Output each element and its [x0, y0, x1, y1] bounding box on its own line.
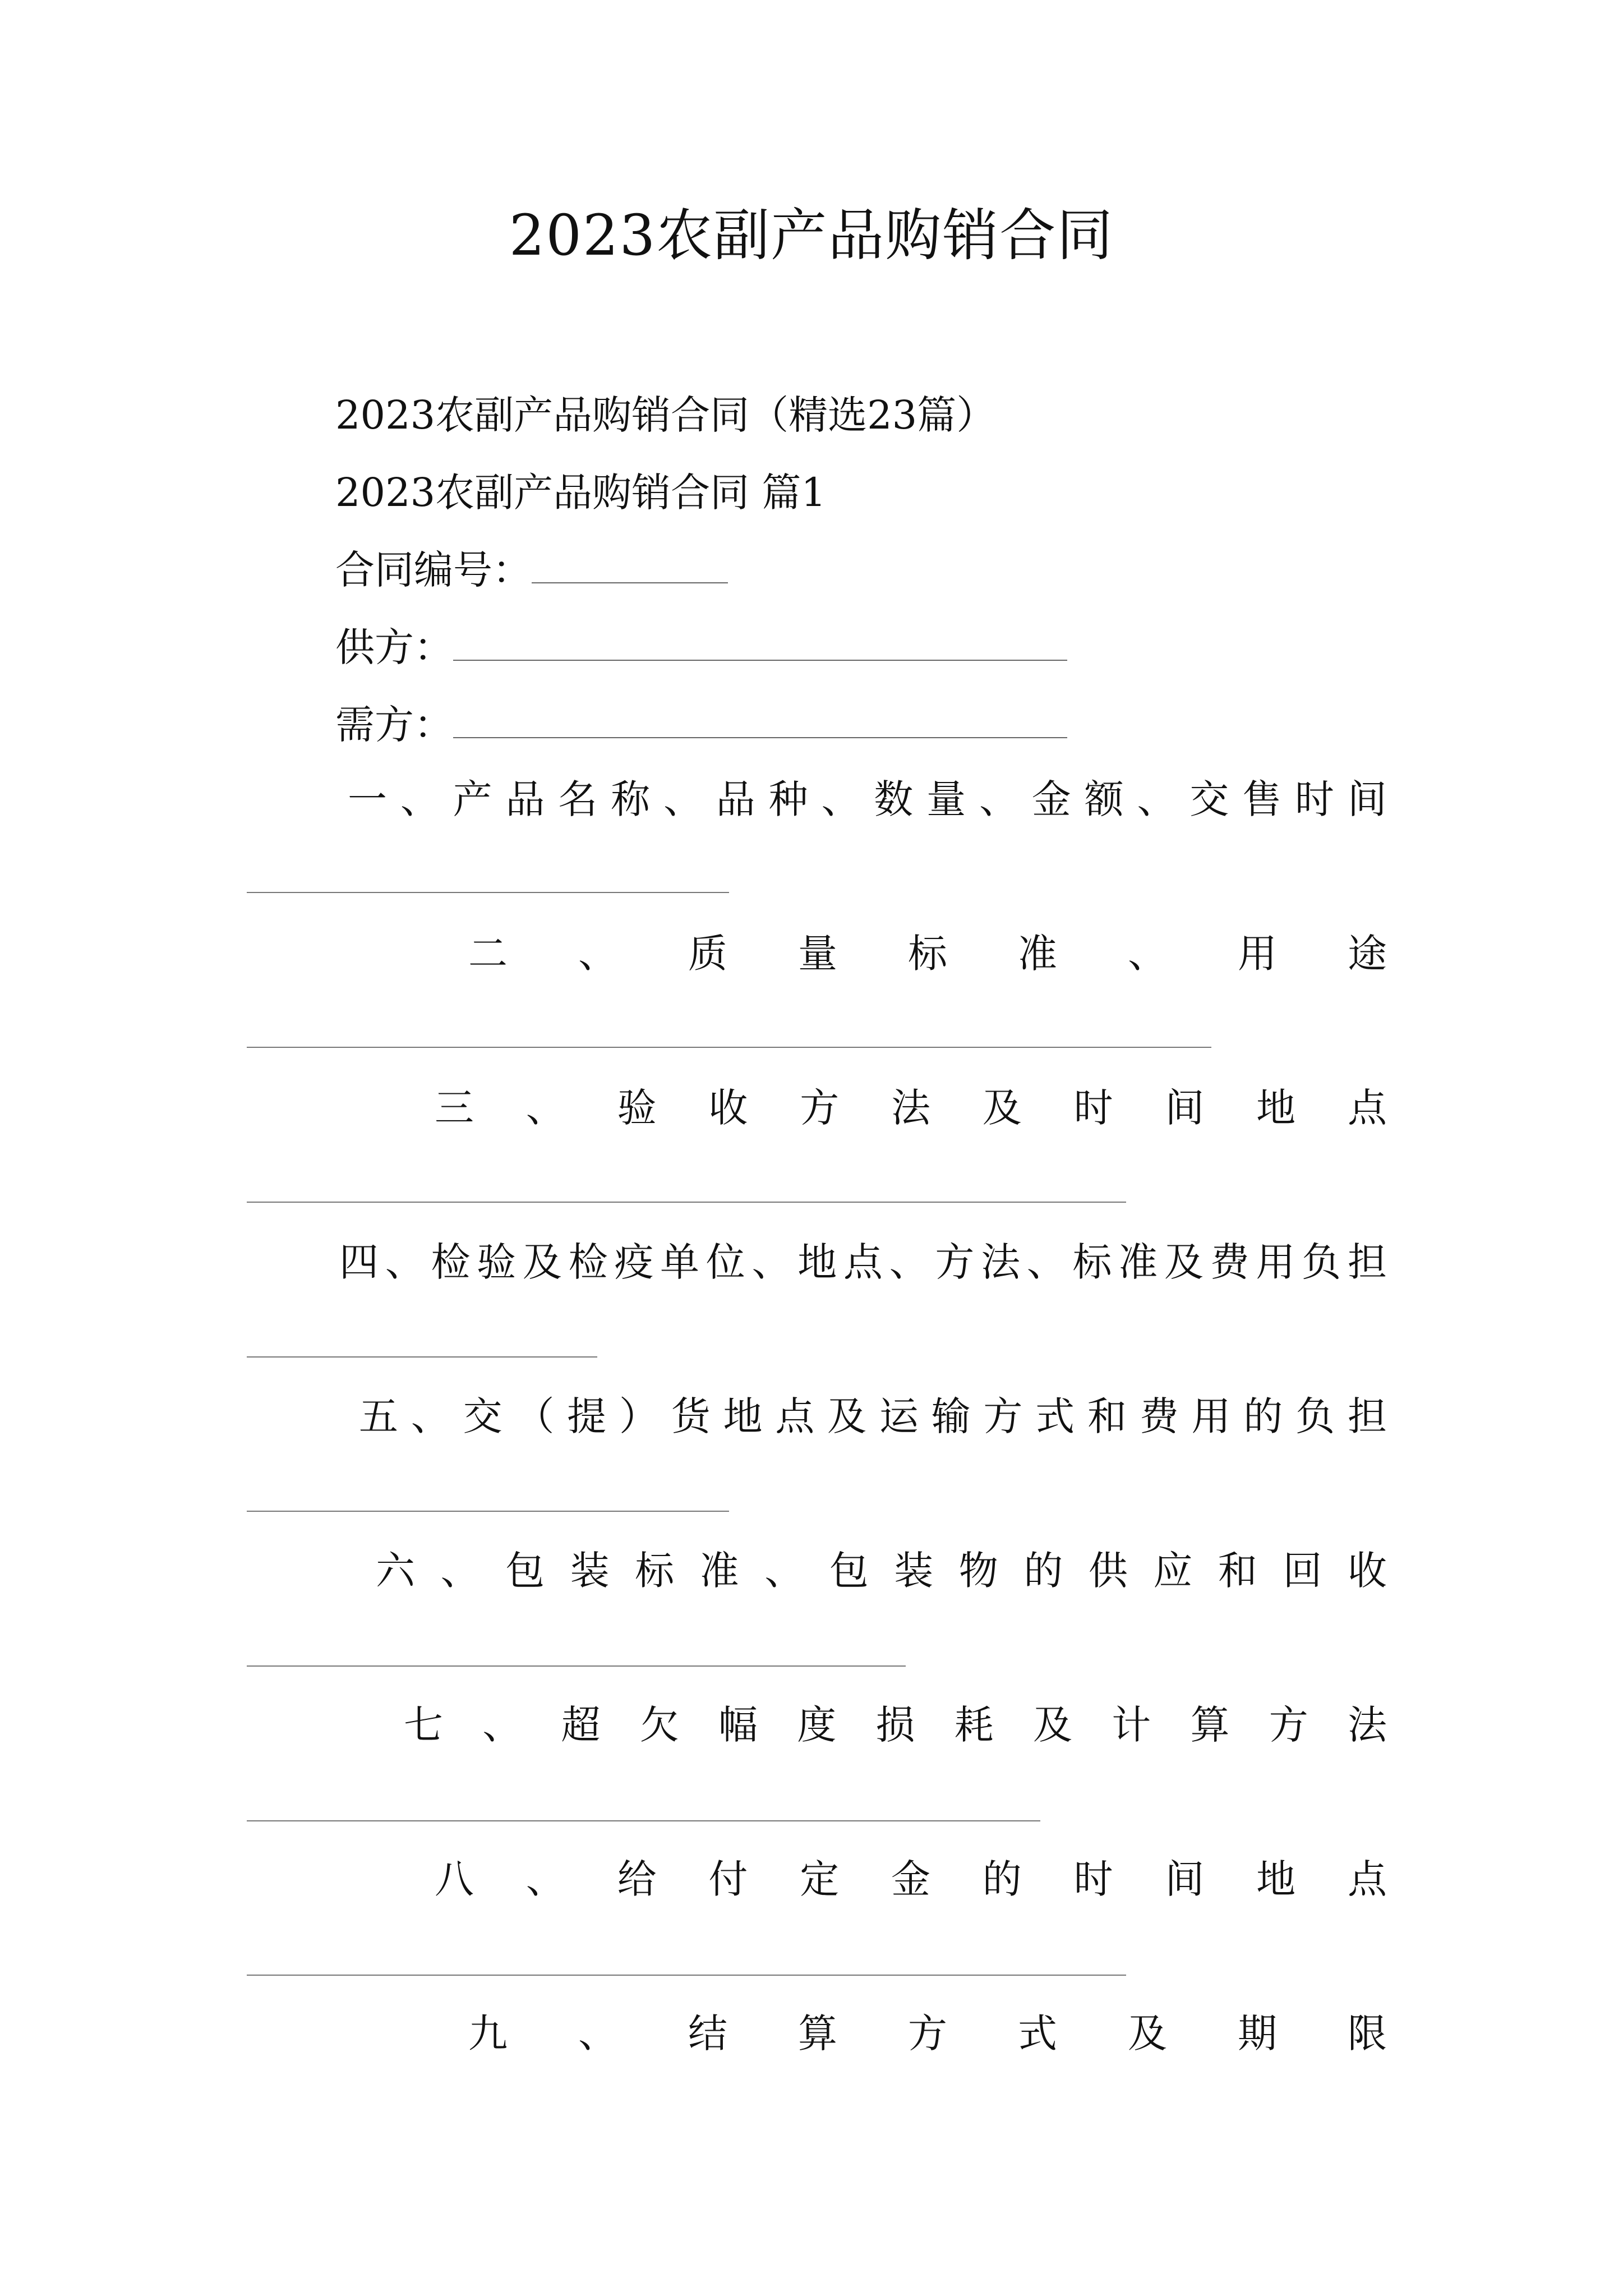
contract-number-label: 合同编号： — [335, 547, 532, 593]
supplier-label: 供方： — [335, 624, 453, 670]
clause-char: 及 — [1128, 2010, 1167, 2056]
clause-char: 给 — [617, 1856, 657, 1902]
clause-char: 地 — [723, 1393, 763, 1439]
clause-char: 检 — [431, 1239, 471, 1285]
clause-char: 点 — [843, 1239, 883, 1285]
clause-char: 品 — [505, 776, 545, 822]
clause-char: ） — [619, 1393, 658, 1439]
clause-char: 付 — [708, 1856, 748, 1902]
clause-char: 位 — [706, 1239, 745, 1285]
clause-char: 、 — [525, 1085, 565, 1131]
clause-heading — [435, 1854, 1387, 1904]
clause-char: 耗 — [954, 1702, 994, 1748]
clause-heading — [435, 1083, 1387, 1133]
clause-char: 、 — [400, 776, 440, 822]
clause-char: 欠 — [639, 1702, 679, 1748]
clause-char: 式 — [1018, 2010, 1057, 2056]
clause-heading — [468, 928, 1387, 979]
clause-char: 时 — [1073, 1085, 1113, 1131]
clause-char: 、 — [440, 1548, 480, 1594]
clause-char: 、 — [1137, 776, 1177, 822]
clause-char: 量 — [798, 931, 837, 977]
clause-char: 法 — [1348, 1702, 1387, 1748]
clause-blank-line — [247, 1975, 1126, 1976]
clause-char: 七 — [404, 1702, 443, 1748]
clause-char: 运 — [879, 1393, 919, 1439]
clause-char: 验 — [617, 1085, 657, 1131]
clause-char: 及 — [1164, 1239, 1204, 1285]
clause-char: 货 — [671, 1393, 711, 1439]
clause-blank-line — [247, 1047, 1211, 1048]
clause-char: 收 — [1347, 1548, 1387, 1594]
clause-char: 担 — [1347, 1239, 1387, 1285]
clause-char: 准 — [1118, 1239, 1158, 1285]
clause-char: 负 — [1302, 1239, 1341, 1285]
clause-char: 点 — [775, 1393, 815, 1439]
clause-blank-line — [247, 1356, 597, 1358]
clause-char: 、 — [578, 2010, 617, 2056]
clause-char: 三 — [435, 1085, 474, 1131]
clause-char: 结 — [688, 2010, 727, 2056]
subtitle: 2023农副产品购销合同（精选23篇） — [335, 392, 996, 438]
clause-char: 、 — [482, 1702, 522, 1748]
clause-char: 额 — [1084, 776, 1124, 822]
clause-char: 应 — [1153, 1548, 1193, 1594]
clause-char: 交 — [463, 1393, 502, 1439]
contract-number-row — [335, 545, 728, 595]
clause-heading — [404, 1700, 1387, 1750]
clause-char: 金 — [1031, 776, 1071, 822]
clause-char: 准 — [699, 1548, 739, 1594]
clause-char: 间 — [1165, 1085, 1205, 1131]
clause-char: 标 — [908, 931, 947, 977]
clause-char: 标 — [635, 1548, 675, 1594]
clause-char: 、 — [385, 1239, 425, 1285]
clause-char: 负 — [1295, 1393, 1335, 1439]
clause-char: 称 — [611, 776, 651, 822]
clause-heading — [376, 1545, 1387, 1596]
clause-char: 输 — [931, 1393, 971, 1439]
clause-char: 方 — [983, 1393, 1023, 1439]
clause-char: 和 — [1218, 1548, 1257, 1594]
clause-char: 地 — [1256, 1085, 1296, 1131]
clause-blank-line — [247, 1202, 1126, 1203]
clause-heading — [359, 1391, 1387, 1442]
clause-char: 幅 — [718, 1702, 758, 1748]
clause-char: 途 — [1348, 931, 1387, 977]
clause-char: 费 — [1139, 1393, 1179, 1439]
clause-char: 限 — [1348, 2010, 1387, 2056]
clause-char: 、 — [663, 776, 703, 822]
clause-char: 验 — [477, 1239, 517, 1285]
clause-char: 及 — [1033, 1702, 1072, 1748]
clause-char: 标 — [1072, 1239, 1112, 1285]
clause-char: 物 — [958, 1548, 998, 1594]
clause-char: 用 — [1191, 1393, 1231, 1439]
buyer-label: 需方： — [335, 702, 453, 748]
clause-char: 、 — [821, 776, 861, 822]
clause-char: 包 — [505, 1548, 545, 1594]
clause-char: 和 — [1087, 1393, 1127, 1439]
supplier-row — [335, 622, 1067, 673]
clause-char: 、 — [411, 1393, 450, 1439]
buyer-blank — [453, 703, 1067, 738]
clause-char: 定 — [800, 1856, 840, 1902]
clause-char: 方 — [935, 1239, 975, 1285]
clause-char: 名 — [558, 776, 598, 822]
clause-char: 及 — [982, 1085, 1022, 1131]
clause-char: （ — [515, 1393, 555, 1439]
clause-char: 算 — [798, 2010, 837, 2056]
clause-char: 及 — [827, 1393, 867, 1439]
clause-char: 、 — [525, 1856, 565, 1902]
clause-char: 及 — [522, 1239, 562, 1285]
clause-char: 的 — [1023, 1548, 1063, 1594]
clause-char: 方 — [800, 1085, 840, 1131]
clause-char: 量 — [926, 776, 966, 822]
clause-char: 单 — [660, 1239, 700, 1285]
clause-char: 地 — [797, 1239, 837, 1285]
clause-char: 疫 — [614, 1239, 654, 1285]
clause-char: 准 — [1018, 931, 1057, 977]
clause-char: 方 — [908, 2010, 947, 2056]
clause-char: 六 — [376, 1548, 415, 1594]
clause-char: 产 — [453, 776, 492, 822]
clause-blank-line — [247, 1820, 1040, 1821]
clause-char: 的 — [1243, 1393, 1283, 1439]
clause-char: 法 — [891, 1085, 930, 1131]
clause-char: 质 — [688, 931, 727, 977]
clause-char: 四 — [339, 1239, 379, 1285]
clause-blank-line — [247, 892, 729, 893]
clause-char: 费 — [1210, 1239, 1249, 1285]
clause-char: 装 — [894, 1548, 934, 1594]
clause-heading — [348, 774, 1387, 825]
clause-char: 超 — [561, 1702, 601, 1748]
clause-char: 方 — [1269, 1702, 1308, 1748]
clause-char: 金 — [891, 1856, 930, 1902]
clause-char: 、 — [751, 1239, 791, 1285]
clause-char: 检 — [568, 1239, 608, 1285]
supplier-blank — [453, 626, 1067, 661]
clause-char: 品 — [716, 776, 755, 822]
clause-char: 二 — [468, 931, 508, 977]
clause-char: 间 — [1165, 1856, 1205, 1902]
clause-char: 交 — [1189, 776, 1229, 822]
clause-char: 时 — [1073, 1856, 1113, 1902]
clause-char: 算 — [1190, 1702, 1230, 1748]
clause-char: 法 — [981, 1239, 1021, 1285]
clause-char: 、 — [764, 1548, 804, 1594]
clause-char: 点 — [1347, 1856, 1387, 1902]
buyer-row — [335, 700, 1067, 750]
clause-char: 八 — [435, 1856, 474, 1902]
clause-char: 地 — [1256, 1856, 1296, 1902]
clause-char: 用 — [1256, 1239, 1295, 1285]
clause-char: 、 — [889, 1239, 929, 1285]
clause-char: 用 — [1238, 931, 1277, 977]
clause-char: 九 — [468, 2010, 508, 2056]
clause-char: 计 — [1112, 1702, 1151, 1748]
clause-blank-line — [247, 1665, 906, 1667]
clause-char: 损 — [875, 1702, 915, 1748]
clause-char: 、 — [979, 776, 1018, 822]
clause-char: 收 — [708, 1085, 748, 1131]
clause-char: 、 — [1128, 931, 1167, 977]
clause-blank-line — [247, 1511, 729, 1512]
clause-char: 一 — [348, 776, 387, 822]
clause-char: 点 — [1347, 1085, 1387, 1131]
clause-char: 种 — [768, 776, 808, 822]
part-title: 2023农副产品购销合同 篇1 — [335, 470, 826, 516]
clause-char: 售 — [1242, 776, 1282, 822]
clause-char: 、 — [1026, 1239, 1066, 1285]
clause-char: 数 — [874, 776, 914, 822]
clause-char: 期 — [1238, 2010, 1277, 2056]
clause-char: 包 — [829, 1548, 869, 1594]
clause-heading — [339, 1237, 1387, 1287]
clause-char: 装 — [570, 1548, 610, 1594]
clause-char: 的 — [982, 1856, 1022, 1902]
contract-number-blank — [532, 549, 728, 583]
clause-char: 式 — [1035, 1393, 1075, 1439]
clause-char: 时 — [1294, 776, 1334, 822]
clause-char: 五 — [359, 1393, 398, 1439]
clause-heading — [468, 2008, 1387, 2059]
document-title: 2023农副产品购销合同 — [509, 203, 1114, 268]
clause-char: 度 — [797, 1702, 837, 1748]
clause-char: 、 — [578, 931, 617, 977]
clause-char: 回 — [1283, 1548, 1322, 1594]
clause-char: 供 — [1088, 1548, 1128, 1594]
clause-char: 提 — [567, 1393, 607, 1439]
clause-char: 担 — [1347, 1393, 1387, 1439]
clause-char: 间 — [1347, 776, 1387, 822]
